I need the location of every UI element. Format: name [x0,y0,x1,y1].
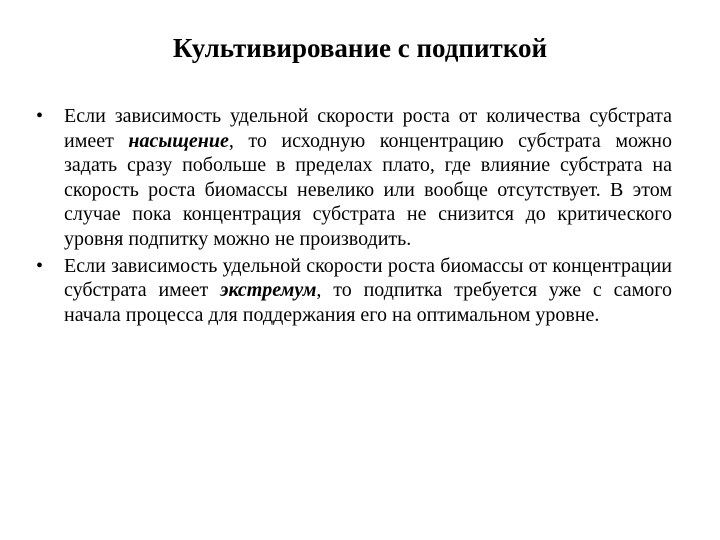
bullet-item-extremum [36,254,672,328]
bullet-list [36,104,672,329]
bullet-marker: • [36,254,44,277]
bullet-emphasis: насыщение [128,129,229,152]
bullet-text-start: Если зависимость удельной скорости роста биомассы от концентрации субстрата имеет [64,254,672,302]
bullet-text-end: , то исходную концентрацию субстрата можно задать сразу побольше в пределах плато, где влияние субстрата на скорость роста биомассы невелико или вообще отсутствует. В этом случае пока концентрация субстрата не снизится до критического уровня подпитку можно не производить. [64,129,672,250]
bullet-emphasis: экстремум [220,279,317,302]
bullet-text-start: Если зависимость удельной скорости роста от количества субстрата имеет [64,105,672,152]
bullet-text-end: , то подпитка требуется уже с самого начала процесса для поддержания его на оптимальном уровне. [64,279,672,326]
bullet-marker: • [36,105,44,127]
slide-title: Культивирование с подпиткой [172,33,548,63]
bullet-item-saturation [36,104,672,252]
